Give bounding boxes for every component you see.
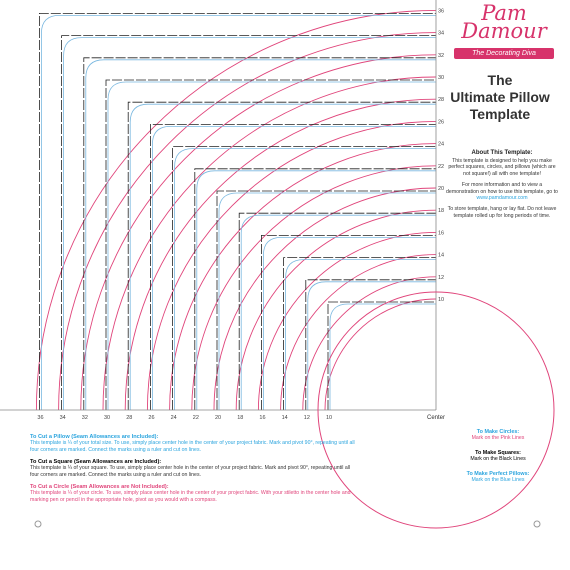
circles-note-body: Mark on the Pink Lines <box>471 435 525 441</box>
size-label-right-24: 24 <box>438 141 445 148</box>
size-label-right-34: 34 <box>438 30 445 37</box>
pillows-note-body: Mark on the Blue Lines <box>471 477 525 483</box>
title-line-3: Template <box>469 106 531 122</box>
pillow-body: This template is ¼ of your total size. To use, simply place center hole in the center of your project fabric. Mark and pivot 90°, repeating until all four corners are marked. Connect the marks using a ruler and cut on lines. <box>30 440 355 453</box>
side-notes <box>438 420 558 483</box>
size-label-right-14: 14 <box>438 252 445 259</box>
circle-guide-16 <box>258 232 436 410</box>
size-label-bottom-22: 22 <box>192 415 199 421</box>
circle-guide-28 <box>125 99 436 410</box>
pillow-guide-10 <box>330 304 436 410</box>
size-label-bottom-26: 26 <box>148 415 155 421</box>
squares-note-title: To Make Squares: <box>475 450 521 456</box>
website-link[interactable]: www.pamdamour.com <box>476 195 528 202</box>
about-heading: About This Template: <box>471 150 533 156</box>
circle-body: This template is ¼ of your circle. To use, simply place center hole in the center of your project fabric. With your stiletto in the center hole and marking pen or pencil in the appropriate hole, pivot as you would with a compass. <box>30 490 351 503</box>
square-body: This template is ¼ of your square. To use, simply place center hole in the center of your project fabric. Mark and pivot 90°, repeating until all four corners are marked. Connect the marks using a ruler and cut on lines. <box>30 465 351 478</box>
size-label-bottom-34: 34 <box>59 415 66 421</box>
pillow-guide-16 <box>263 237 436 410</box>
size-label-right-22: 22 <box>438 163 445 170</box>
pillow-guide-24 <box>175 149 436 410</box>
instructions <box>30 428 360 504</box>
title-line-2: Ultimate Pillow <box>450 89 550 105</box>
square-guide-30 <box>106 80 436 410</box>
size-label-right-30: 30 <box>438 75 445 81</box>
square-guide-26 <box>150 124 436 410</box>
size-label-right-20: 20 <box>438 186 445 192</box>
corner-hole-right <box>534 521 540 527</box>
circle-guide-20 <box>214 188 436 410</box>
size-label-right-26: 26 <box>438 119 445 126</box>
size-label-right-18: 18 <box>438 208 445 215</box>
square-guide-24 <box>173 147 436 410</box>
square-guide-34 <box>62 36 436 410</box>
pillow-guide-34 <box>64 38 436 410</box>
size-label-right-12: 12 <box>438 274 445 281</box>
circle-guide-34 <box>59 33 436 410</box>
square-guide-18 <box>239 213 436 410</box>
pillow-guide-32 <box>86 60 436 410</box>
about-text-2 <box>446 182 558 201</box>
circle-guide-26 <box>147 121 436 410</box>
size-label-right-10: 10 <box>438 297 445 303</box>
size-label-bottom-16: 16 <box>259 415 266 421</box>
size-label-bottom-36: 36 <box>37 415 44 421</box>
size-label-bottom-18: 18 <box>237 415 244 421</box>
square-guide-36 <box>39 13 436 410</box>
logo-tagline: The Decorating Diva <box>454 48 554 59</box>
about-text-3: To store template, hang or lay flat. Do not leave template rolled up for long periods of time. <box>447 206 557 219</box>
pillow-guide-36 <box>41 15 436 410</box>
square-guide-20 <box>217 191 436 410</box>
size-label-bottom-28: 28 <box>126 415 133 421</box>
circle-guide-22 <box>192 166 436 410</box>
square-guide-22 <box>195 169 436 410</box>
size-label-bottom-32: 32 <box>81 415 88 421</box>
size-labels <box>37 8 444 421</box>
pillow-title: To Cut a Pillow (Seam Allowances are Included): <box>30 434 159 440</box>
pillow-guide-20 <box>219 193 436 410</box>
title-line-1: The <box>487 72 513 88</box>
size-label-bottom-24: 24 <box>170 415 177 421</box>
square-guide-16 <box>261 235 436 410</box>
pillow-guide-18 <box>241 215 436 410</box>
brand-logo <box>448 1 560 64</box>
circle-guide-30 <box>103 77 436 410</box>
pillows-note-title: To Make Perfect Pillows: <box>466 471 530 477</box>
size-label-right-16: 16 <box>438 230 445 237</box>
size-label-bottom-30: 30 <box>104 415 111 421</box>
pillow-guide-22 <box>197 171 436 410</box>
size-label-right-36: 36 <box>438 8 445 15</box>
square-guide-10 <box>328 302 436 410</box>
circles-note-title: To Make Circles: <box>476 429 520 435</box>
square-guide-12 <box>306 280 436 410</box>
circle-guide-24 <box>170 144 436 410</box>
size-label-bottom-20: 20 <box>215 415 222 421</box>
about-panel <box>446 150 558 224</box>
pillow-guide-28 <box>130 104 436 410</box>
size-label-right-28: 28 <box>438 97 445 104</box>
circle-title: To Cut a Circle (Seam Allowances are Not Included): <box>30 484 169 491</box>
square-title: To Cut a Square (Seam Allowances are Included): <box>30 459 162 466</box>
circle-guide-36 <box>36 10 436 410</box>
squares-note-body: Mark on the Black Lines <box>470 456 526 462</box>
corner-hole-left <box>35 521 41 527</box>
size-label-bottom-14: 14 <box>281 415 288 421</box>
logo-script: Pam Damour <box>461 1 547 43</box>
circle-guide-12 <box>303 277 436 410</box>
square-guide-14 <box>284 258 436 410</box>
circle-guide-18 <box>236 210 436 410</box>
about-text-1: This template is designed to help you make perfect squares, circles, and pillows (which are not square!) all with one template! <box>448 158 556 177</box>
circle-guide-14 <box>281 255 436 410</box>
size-label-bottom-10: 10 <box>326 415 333 421</box>
square-guide-32 <box>84 58 436 410</box>
size-label-bottom-12: 12 <box>303 415 310 421</box>
size-label-right-32: 32 <box>438 52 445 59</box>
circle-guide-32 <box>81 55 436 410</box>
about-text-2-body: For more information and to view a demonstration on how to use this template, go to <box>446 182 558 195</box>
center-label: Center <box>427 415 446 421</box>
